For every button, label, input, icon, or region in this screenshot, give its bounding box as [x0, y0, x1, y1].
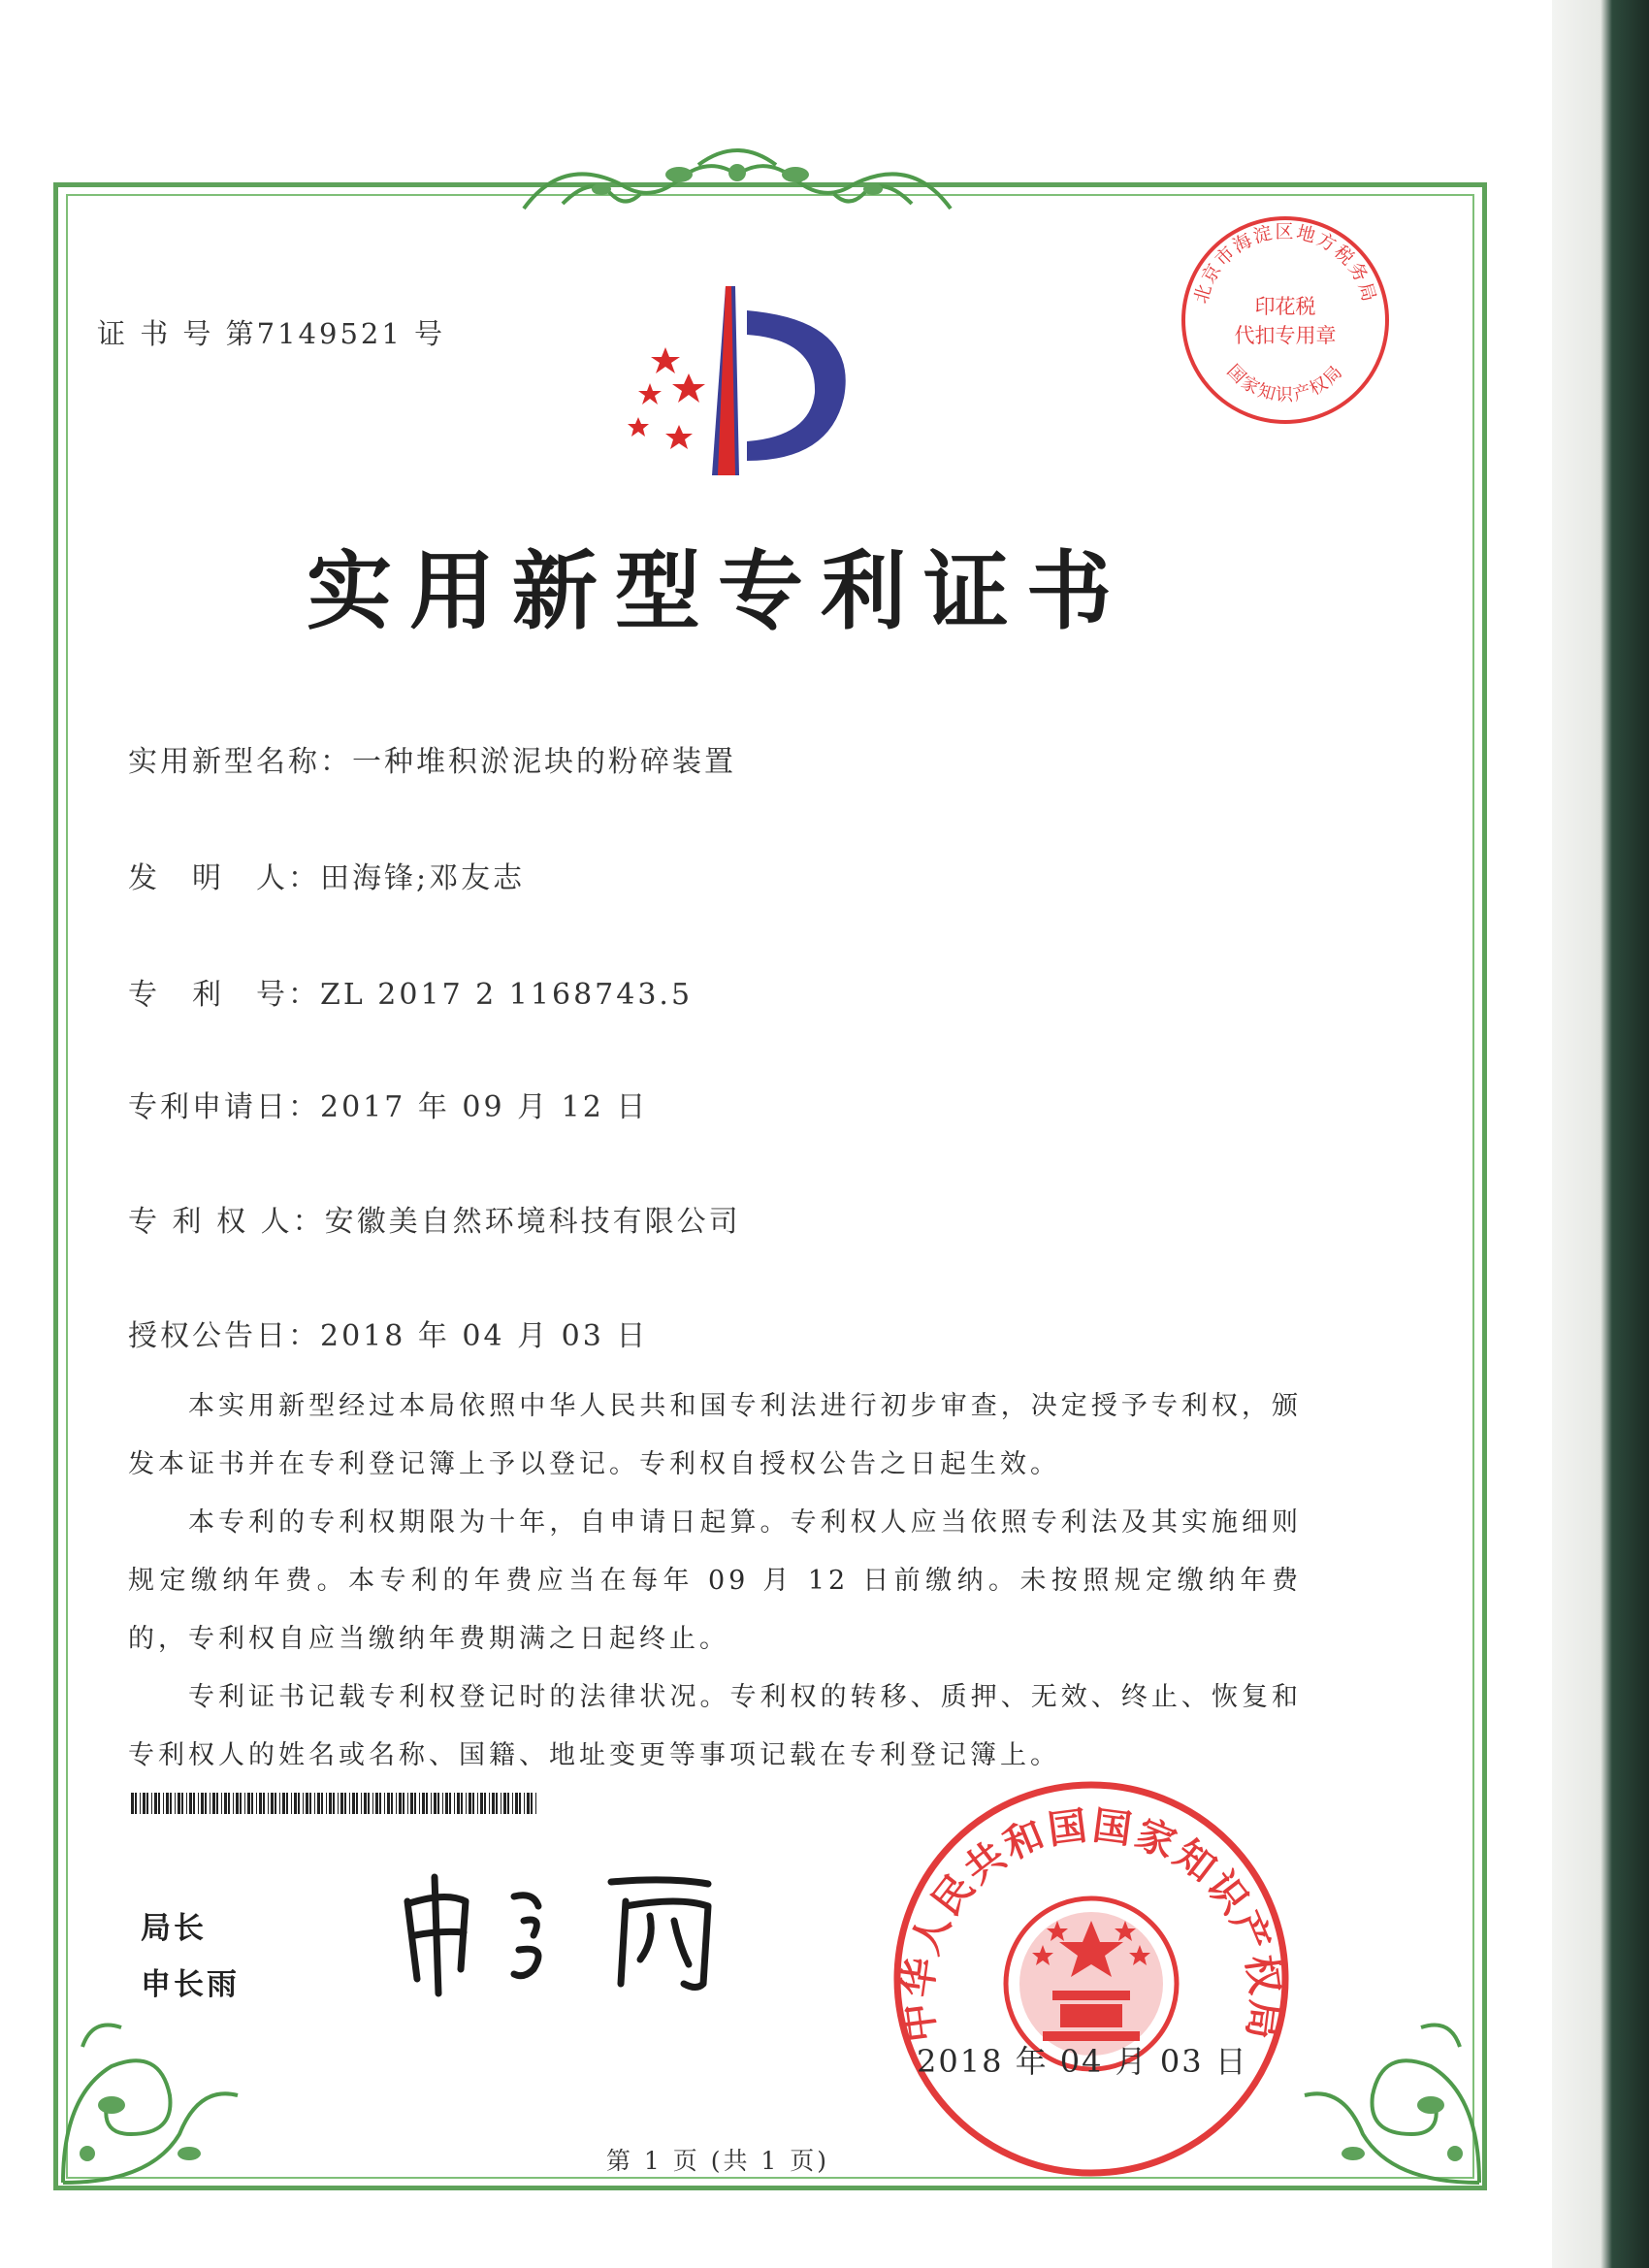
- signatory-title: 局长: [141, 1911, 207, 1946]
- certificate-number: 证 书 号 第7149521 号: [97, 317, 446, 350]
- field-value: 安徽美自然环境科技有限公司: [324, 1205, 741, 1239]
- paragraph-legal-status: 专利证书记载专利权登记时的法律状况。专利权的转移、质押、无效、终止、恢复和专利权人的姓名或名称、国籍、地址变更等事项记载在专利登记簿上。: [128, 1682, 1302, 1770]
- signatory-name: 申长雨: [141, 1967, 240, 2002]
- tax-stamp-seal: [1174, 209, 1397, 432]
- issue-date: 2018 年 04 月 03 日: [917, 2043, 1248, 2080]
- handwritten-signature: [388, 1863, 747, 1998]
- barcode: [131, 1793, 538, 1814]
- scanner-edge-strip: [1552, 0, 1649, 2268]
- field-label: 专利申请日：: [128, 1090, 320, 1124]
- tax-stamp-line1: 印花税: [1254, 295, 1316, 318]
- field-grant-date: [128, 1312, 648, 1354]
- field-value: ZL 2017 2 1168743.5: [320, 978, 694, 1012]
- field-value: 田海锋;邓友志: [320, 861, 526, 895]
- tax-stamp-outer-text: 北京市海淀区地方税务局: [1190, 220, 1380, 307]
- svg-text:北京市海淀区地方税务局: [1190, 221, 1380, 306]
- field-value: 2017 年 09 月 12 日: [320, 1090, 649, 1124]
- field-label: 授权公告日：: [128, 1319, 320, 1353]
- field-application-date: [128, 1083, 648, 1125]
- seal-text: 中华人民共和国国家知识产权局: [894, 1803, 1288, 2045]
- field-patent-number: [128, 970, 693, 1013]
- svg-text:国家知识产权局: [1223, 361, 1348, 405]
- patent-office-logo: [611, 281, 873, 485]
- tax-stamp-line2: 代扣专用章: [1234, 324, 1337, 347]
- paragraph-term-statement: 本专利的专利权期限为十年，自申请日起算。专利权人应当依照专利法及其实施细则规定缴纳年费。本专利的年费应当在每年 09 月 12 日前缴纳。未按照规定缴纳年费的，专利权自应当缴纳年费期满之日起终止。: [128, 1507, 1302, 1654]
- field-label: 专 利 权 人：: [128, 1205, 325, 1239]
- field-value: 2018 年 04 月 03 日: [320, 1319, 649, 1353]
- paragraph-grant-statement: 本实用新型经过本局依照中华人民共和国专利法进行初步审查，决定授予专利权，颁发本证书并在专利登记簿上予以登记。专利权自授权公告之日起生效。: [128, 1391, 1302, 1479]
- certificate-title: 实用新型专利证书: [306, 540, 1129, 641]
- field-label: 实用新型名称：: [128, 745, 352, 779]
- page-number: 第 1 页 (共 1 页): [605, 2147, 830, 2175]
- field-inventor: [128, 854, 525, 896]
- field-value: 一种堆积淤泥块的粉碎装置: [352, 745, 736, 779]
- field-utility-model-name: [128, 737, 736, 780]
- top-floral-ornament: [504, 136, 970, 233]
- field-label: 专 利 号：: [128, 978, 320, 1012]
- field-patentee: [128, 1197, 741, 1240]
- national-ip-office-seal: [888, 1775, 1295, 2183]
- field-label: 发 明 人：: [128, 861, 320, 895]
- tax-stamp-bottom-text: 国家知识产权局: [1222, 360, 1348, 406]
